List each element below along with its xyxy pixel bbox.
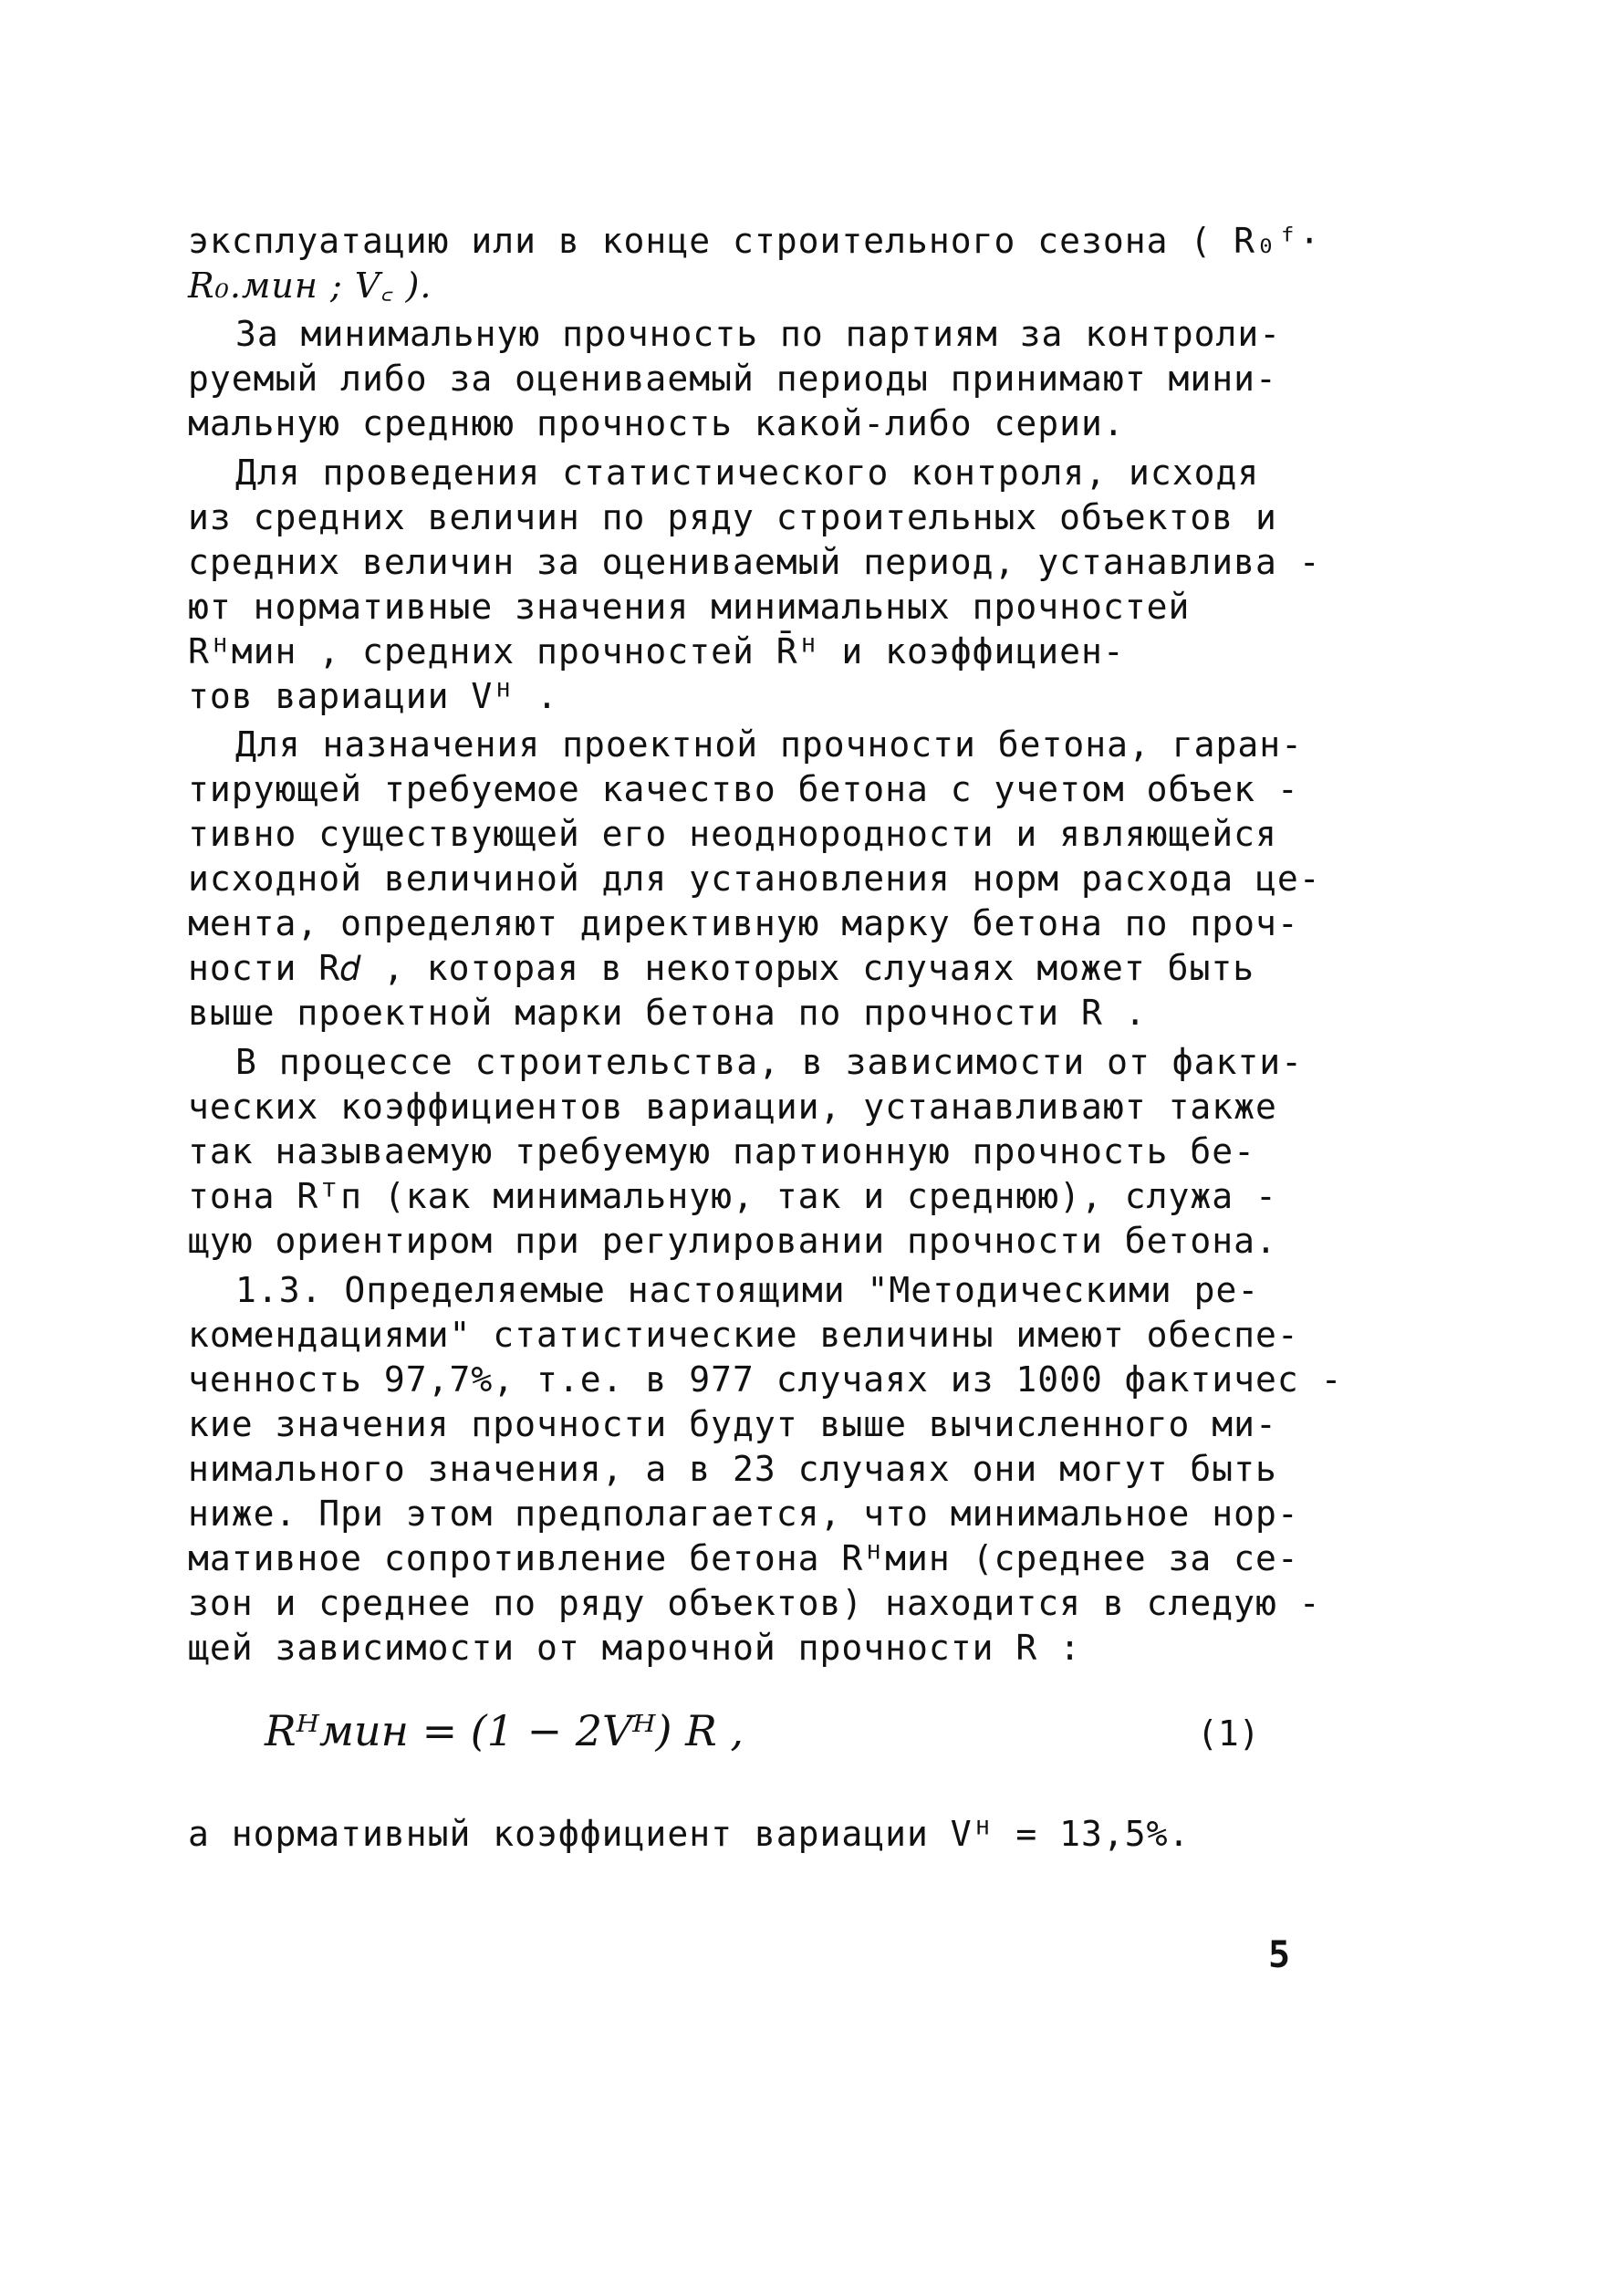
text-line: эксплуатацию или в конце строительного сезона ( R₀ᶠ· — [188, 221, 1321, 261]
text-line: ности R𝑑 , которая в некоторых случаях может быть — [188, 948, 1255, 988]
text-line: зон и среднее по ряду объектов) находится в следую - — [188, 1583, 1321, 1623]
text-line: мативное сопротивление бетона Rᴴмин (среднее за се- — [188, 1538, 1299, 1578]
text-line: выше проектной марки бетона по прочности R . — [188, 993, 1147, 1033]
text-line: тов вариации Vᴴ . — [188, 676, 558, 716]
paragraph-continuation — [188, 219, 1343, 308]
text-line: ют нормативные значения минимальных прочностей — [188, 587, 1191, 627]
text-line: мента, определяют директивную марку бетона по проч- — [188, 903, 1299, 943]
paragraph-construction-process — [188, 1040, 1343, 1264]
text-line: руемый либо за оцениваемый периоды принимают мини- — [188, 359, 1277, 399]
text-line: тона Rᵀп (как минимальную, так и среднюю), служа - — [188, 1176, 1277, 1216]
text-line: из средних величин по ряду строительных объектов и — [188, 497, 1277, 537]
page-number: 5 — [1268, 1934, 1291, 1976]
text-line: щую ориентиром при регулировании прочности бетона. — [188, 1221, 1277, 1261]
text-line: R₀.мин ; V꜀ ). — [188, 265, 432, 306]
paragraph-minimum-strength — [188, 312, 1343, 446]
paragraph-statistical-control — [188, 451, 1343, 719]
formula-1: Rᴴмин = (1 − 2Vᴴ) R , — [265, 1706, 744, 1755]
text-line: 1.3. Определяемые настоящими "Методическими ре- — [235, 1270, 1260, 1310]
text-line: ниже. При этом предполагается, что минимальное нор- — [188, 1494, 1299, 1534]
text-line: За минимальную прочность по партиям за контроли- — [235, 314, 1282, 354]
text-line: так называемую требуемую партионную прочность бе- — [188, 1131, 1256, 1171]
text-line: Rᴴмин , средних прочностей R̄ᴴ и коэффициен- — [188, 631, 1125, 672]
text-line: тивно существующей его неоднородности и являющейся — [188, 814, 1277, 854]
formula-number: (1) — [1197, 1713, 1260, 1754]
text-line: ченность 97,7%, т.е. в 977 случаях из 1000 фактичес - — [188, 1359, 1343, 1400]
paragraph-section-1-3 — [188, 1268, 1343, 1671]
text-line: Для проведения статистического контроля, исходя — [235, 453, 1260, 493]
paragraph-design-strength — [188, 723, 1343, 1036]
text-line: кие значения прочности будут выше вычисленного ми- — [188, 1404, 1277, 1444]
coefficient-line: а нормативный коэффициент вариации Vᴴ = 13,5%. — [188, 1814, 1191, 1854]
text-line: нимального значения, а в 23 случаях они могут быть — [188, 1449, 1277, 1489]
text-line: тирующей требуемое качество бетона с учетом объек - — [188, 769, 1299, 809]
text-line: Для назначения проектной прочности бетона, гаран- — [235, 724, 1304, 765]
text-line: средних величин за оцениваемый период, устанавлива - — [188, 542, 1321, 582]
text-line: ческих коэффициентов вариации, устанавливают также — [188, 1087, 1277, 1127]
text-line: исходной величиной для установления норм расхода це- — [188, 859, 1321, 899]
text-line: комендациями" статистические величины имеют обеспе- — [188, 1315, 1299, 1355]
text-line: В процессе строительства, в зависимости от факти- — [235, 1042, 1304, 1082]
text-line: щей зависимости от марочной прочности R : — [188, 1628, 1081, 1668]
text-line: мальную среднюю прочность какой-либо серии. — [188, 403, 1125, 443]
